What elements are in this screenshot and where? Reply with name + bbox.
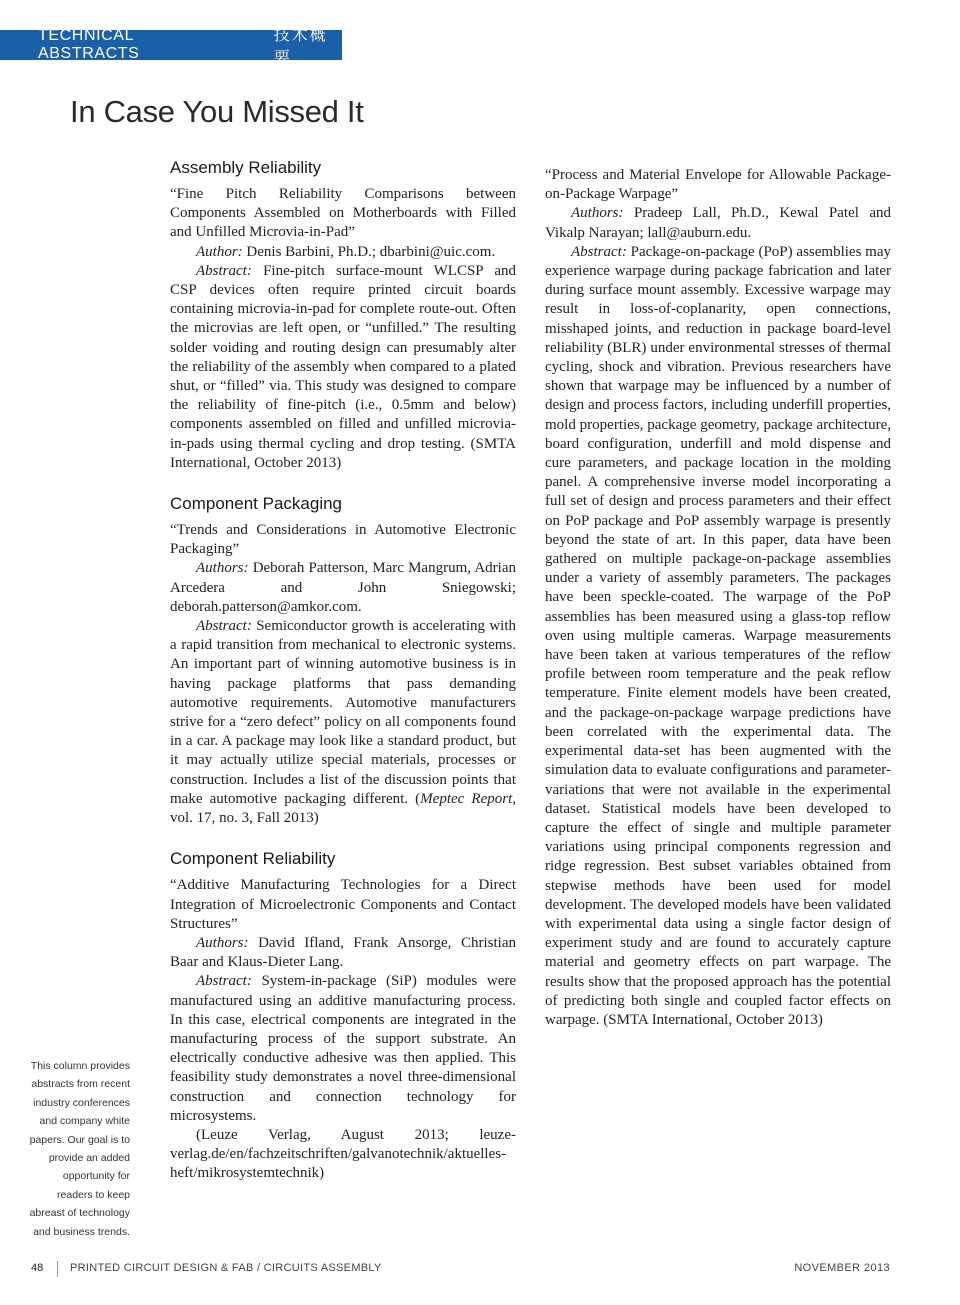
paper-abstract bbox=[170, 262, 516, 473]
authors-text: Pradeep Lall, Ph.D., Kewal Patel and Vikalp Narayan; lall@auburn.edu. bbox=[545, 205, 891, 241]
source-publication: Meptec Report bbox=[420, 790, 513, 807]
paper-abstract bbox=[170, 972, 516, 1126]
page-number: 48 bbox=[31, 1262, 44, 1274]
section-banner-label: TECHNICAL ABSTRACTS bbox=[38, 27, 140, 62]
sidebar-note: This column provides abstracts from recent industry conferences and company white papers. Our goal is to provide an added opportunity for readers to keep abreast of technology and business trends. bbox=[29, 1060, 130, 1238]
authors-label: Author: bbox=[196, 243, 243, 260]
abstract-text: Package-on-package (PoP) assemblies may experience warpage during package fabrication and later during surface mount assembly. Excessive warpage may result in loss-of-coplanarity, open connections, misshaped joints, and reduction in package board-level reliability (BLR) under environmental stresses of thermal cycling, shock and vibration. Previous researchers have shown that warpage may be influenced by a number of design and process factors, including underfill properties, mold properties, package geometry, package architecture, board configuration, underfill and mold dispense and cure parameters, and package location in the molding panel. A comprehensive inverse model incorporating a full set of design and process parameters and their effect on PoP package and PoP assembly warpage is presently beyond the state of art. In this paper, data have been gathered on multiple package-on-package assemblies under a variety of assembly parameters. The packages have been speckle-coated. The warpage of the PoP assemblies has been measured using a glass-top reflow oven using multiple cameras. Warpage measurements have been taken at various temperatures of the reflow profile between room temperature and the peak reflow temperature. Finite element models have been created, and the package-on-package warpage predictions have been correlated with the experimental data. The experimental data-set has been augmented with the simulation data to evaluate configurations and parameter-variations that were not available in the experimental dataset. Statistical models have been developed to capture the effect of single and multiple parameter variations using principal components regression and ridge regression. Best subset variables obtained from stepwise methods have been used for model development. The developed models have been validated with experimental data using a single factor design of experiment study and are found to accurately capture material and geometry effects on part warpage. The results show that the proposed approach has the potential of predicting both single and coupled factor effects on warpage. (SMTA International, October 2013) bbox=[545, 243, 891, 1028]
paper-authors bbox=[170, 934, 516, 972]
paper-authors bbox=[545, 204, 891, 242]
page-footer bbox=[0, 1262, 960, 1278]
authors-text: David Ifland, Frank Ansorge, Christian Baar and Klaus-Dieter Lang. bbox=[170, 934, 516, 971]
authors-label: Authors: bbox=[196, 934, 249, 951]
abstract-assembly-reliability bbox=[170, 157, 516, 473]
section-heading: Component Packaging bbox=[170, 494, 343, 514]
section-heading: Component Reliability bbox=[170, 849, 336, 869]
paper-abstract bbox=[545, 243, 891, 1030]
abstract-pop-warpage bbox=[545, 166, 891, 1030]
paper-abstract bbox=[170, 617, 516, 828]
abstract-component-packaging bbox=[170, 493, 516, 828]
abstract-text: System-in-package (SiP) modules were manufactured using an additive manufacturing process. In this case, electrical components are integrated in the manufacturing process of the support substrate. An electrically conductive adhesive was then applied. This feasibility study demonstrates a novel three-dimensional construction and connection technology for microsystems. bbox=[170, 973, 517, 1124]
paper-title: “Fine Pitch Reliability Comparisons between Components Assembled on Motherboards with Filled and Unfilled Microvia-in-Pad” bbox=[170, 186, 516, 241]
right-column bbox=[545, 166, 891, 1050]
abstract-label: Abstract: bbox=[196, 618, 252, 635]
paper-title: “Process and Material Envelope for Allowable Package-on-Package Warpage” bbox=[545, 167, 891, 203]
section-banner-label-chinese: 技术概要 bbox=[273, 25, 328, 67]
authors-text: Denis Barbini, Ph.D.; dbarbini@uic.com. bbox=[246, 243, 496, 260]
authors-label: Authors: bbox=[571, 205, 624, 222]
abstract-text: Semiconductor growth is accelerating with a rapid transition from mechanical to electronic systems. An important part of winning automotive business is in having package platforms that pass demanding automotive requirements. Automotive manufacturers strive for a “zero defect” policy on all components found in a car. A package may look like a standard product, but it may actually utilize special materials, processes or construction. Includes a list of the discussion points that make automotive packaging different. ( bbox=[170, 618, 516, 807]
abstract-text: Fine-pitch surface-mount WLCSP and CSP devices often require printed circuit boards containing microvia-in-pad for complete route-out. Often the microvias are left open, or “unfilled.” The resulting solder voiding and routing design can presumably alter the reliability of the assembly when compared to a plated shut, or “filled” via. This study was designed to compare the reliability of fine-pitch (i.e., 0.5mm and below) components assembled on filled and unfilled microvia-in-pads using thermal cycling and drop testing. (SMTA International, October 2013) bbox=[170, 262, 516, 471]
paper-title: “Additive Manufacturing Technologies for a Direct Integration of Microelectronic Components and Contact Structures” bbox=[170, 877, 516, 932]
section-banner bbox=[0, 25, 342, 67]
abstract-label: Abstract: bbox=[196, 262, 252, 279]
paper-source: (Leuze Verlag, August 2013; leuze-verlag.de/en/fachzeitschriften/galvanotechnik/aktuelles-heft/mikrosystemtechnik) bbox=[170, 1126, 516, 1182]
paper-authors bbox=[170, 243, 516, 262]
issue-date: NOVEMBER 2013 bbox=[794, 1262, 890, 1274]
left-column bbox=[170, 157, 516, 1204]
section-heading: Assembly Reliability bbox=[170, 158, 322, 177]
page-title: In Case You Missed It bbox=[70, 94, 364, 129]
publication-name: PRINTED CIRCUIT DESIGN & FAB / CIRCUITS ASSEMBLY bbox=[70, 1262, 382, 1274]
footer-divider bbox=[57, 1261, 58, 1277]
abstract-component-reliability bbox=[170, 848, 516, 1183]
abstract-label: Abstract: bbox=[571, 243, 627, 260]
paper-authors bbox=[170, 559, 516, 617]
source-details: , vol. 17, no. 3, Fall 2013) bbox=[170, 790, 516, 827]
authors-label: Authors: bbox=[196, 560, 249, 577]
paper-title: “Trends and Considerations in Automotive Electronic Packaging” bbox=[170, 522, 516, 558]
abstract-label: Abstract: bbox=[196, 973, 252, 990]
authors-text: Deborah Patterson, Marc Mangrum, Adrian Arcedera and John Sniegowski; deborah.patterson@amkor.com. bbox=[170, 560, 516, 615]
